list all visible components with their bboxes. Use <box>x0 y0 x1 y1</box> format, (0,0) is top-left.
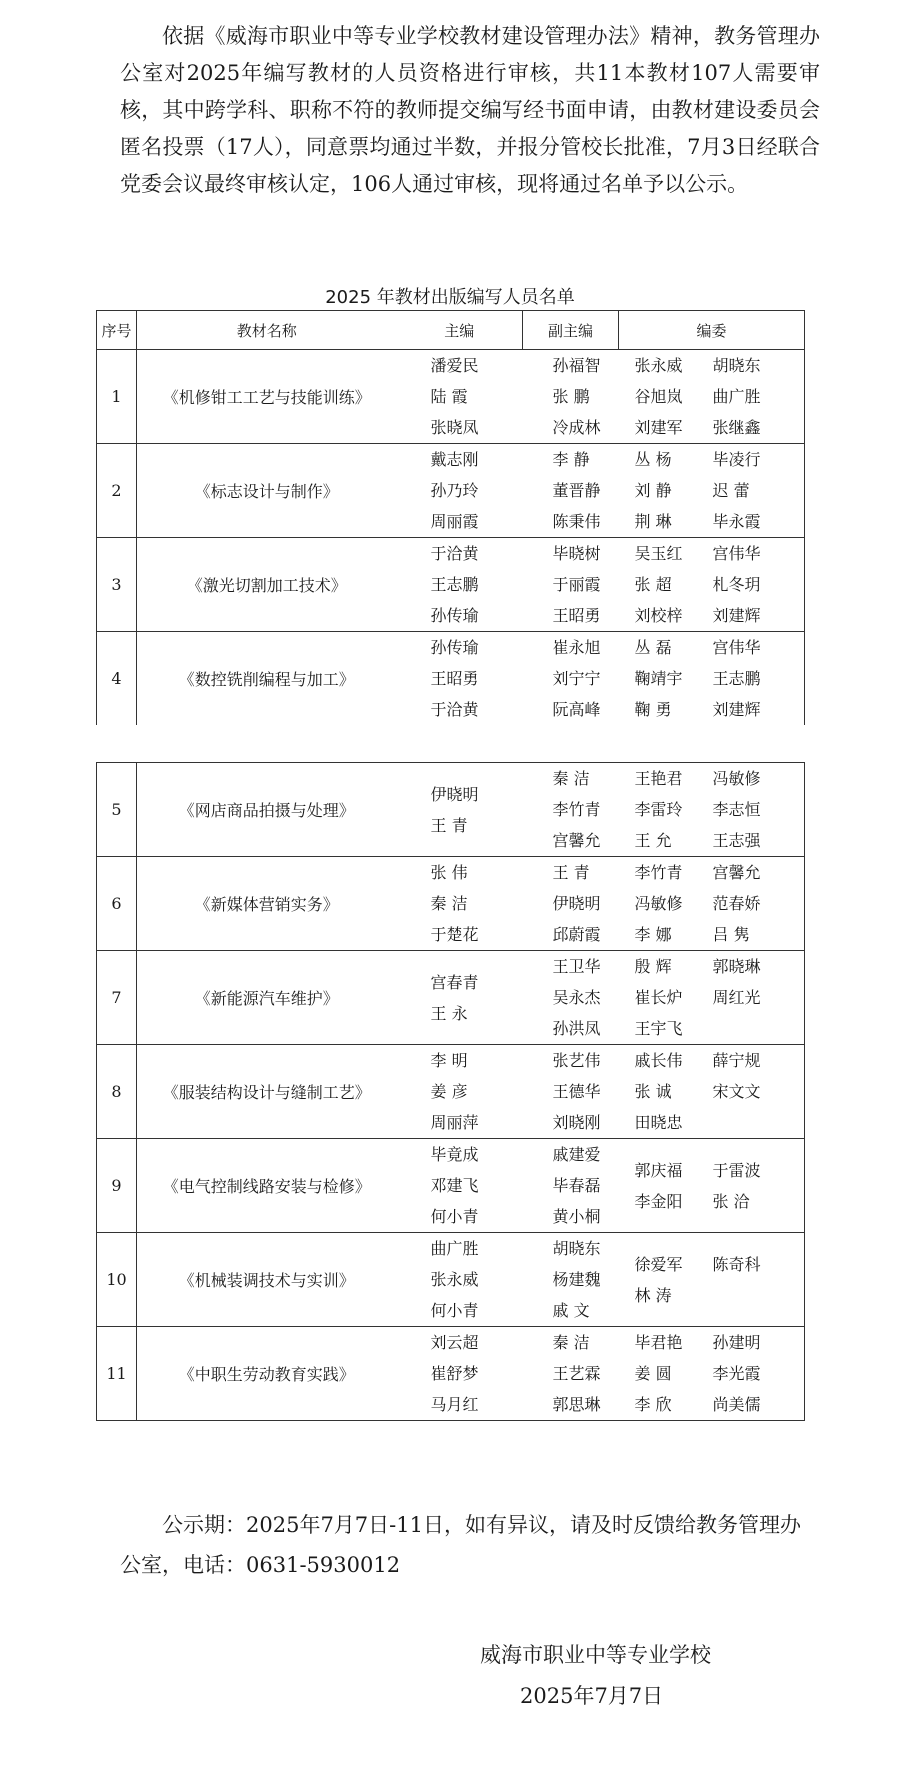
editor-name: 戚长伟 <box>634 1051 683 1070</box>
editor-name: 张继鑫 <box>712 418 761 437</box>
editor-name: 王志鹏 <box>712 669 761 688</box>
editor-name: 张 洽 <box>712 1191 750 1211</box>
deputy-name: 秦 洁 <box>552 1333 590 1352</box>
deputy-name-list <box>523 951 619 1044</box>
editor-name: 王 允 <box>634 831 672 850</box>
committee-editors <box>619 1233 805 1327</box>
editor-name: 李志恒 <box>712 800 761 819</box>
editor-name: 刘建辉 <box>712 606 761 625</box>
editor-name-list <box>619 632 805 725</box>
deputy-name: 冷成林 <box>552 418 601 437</box>
deputy-name: 杨建魏 <box>552 1270 601 1289</box>
table-row <box>97 538 805 632</box>
editor-name-list <box>619 444 805 537</box>
chief-name: 王 青 <box>430 815 468 835</box>
editor-name-list <box>619 1045 805 1138</box>
deputy-name: 李竹青 <box>552 800 601 819</box>
row-number: 10 <box>97 1233 137 1327</box>
deputy-editors <box>523 951 619 1045</box>
chief-name-list <box>397 1045 523 1138</box>
deputy-editors <box>523 1233 619 1327</box>
editor-name: 宋文文 <box>712 1082 761 1101</box>
editor-name: 宫伟华 <box>712 544 761 563</box>
chief-editors <box>397 951 523 1045</box>
committee-editors <box>619 444 805 538</box>
editor-name: 鞠靖宇 <box>634 669 683 688</box>
deputy-name-list <box>523 1233 619 1326</box>
chief-editors <box>397 538 523 632</box>
editor-name: 吴玉红 <box>634 544 683 563</box>
row-number: 8 <box>97 1045 137 1139</box>
chief-editors <box>397 1327 523 1421</box>
editor-name: 徐爱军 <box>634 1254 683 1274</box>
deputy-name: 李 静 <box>552 450 590 469</box>
editor-name-list <box>619 350 805 443</box>
book-title: 《新媒体营销实务》 <box>137 857 397 951</box>
chief-editors <box>397 1139 523 1233</box>
table-row <box>97 951 805 1045</box>
deputy-editors <box>523 350 619 444</box>
deputy-name-list <box>523 1327 619 1420</box>
row-number: 11 <box>97 1327 137 1421</box>
chief-name: 刘云超 <box>430 1333 479 1352</box>
deputy-editors <box>523 538 619 632</box>
header-chief: 主编 <box>397 311 523 350</box>
chief-name-list <box>397 538 523 631</box>
chief-name: 于洽黄 <box>430 544 479 563</box>
editor-name: 刘建军 <box>634 418 683 437</box>
editor-name: 郭晓琳 <box>712 957 761 976</box>
editor-name: 尚美儒 <box>712 1395 761 1414</box>
intro-text: 依据《威海市职业中等专业学校教材建设管理办法》精神，教务管理办公室对2025年编写教材的人员资格进行审核，共11本教材107人需要审核，其中跨学科、职称不符的教师提交编写经书面申请，由教材建设委员会匿名投票（17人），同意票均通过半数，并报分管校长批准，7月3日经联合党委会议最终审核认定，106人通过审核，现将通过名单予以公示。 <box>120 24 820 196</box>
chief-name-list <box>397 1139 523 1232</box>
committee-editors <box>619 1045 805 1139</box>
editor-name: 吕 隽 <box>712 925 750 944</box>
chief-name: 于楚花 <box>430 925 479 944</box>
editor-name: 范春娇 <box>712 894 761 913</box>
deputy-editors <box>523 1139 619 1233</box>
editor-name-list <box>619 538 805 631</box>
chief-name: 张永威 <box>430 1270 479 1289</box>
editor-name: 张 诚 <box>634 1082 672 1101</box>
deputy-name: 毕春磊 <box>552 1176 601 1195</box>
chief-name-list <box>397 1327 523 1420</box>
deputy-name: 王卫华 <box>552 957 601 976</box>
deputy-name-list <box>523 350 619 443</box>
committee-editors <box>619 763 805 857</box>
editor-name-list <box>619 1249 805 1311</box>
deputy-editors <box>523 1045 619 1139</box>
chief-name: 毕竟成 <box>430 1145 479 1164</box>
deputy-name: 吴永杰 <box>552 988 601 1007</box>
editor-name: 薛宁规 <box>712 1051 761 1070</box>
row-number: 2 <box>97 444 137 538</box>
deputy-name: 张 鹏 <box>552 387 590 406</box>
deputy-name: 董晋静 <box>552 481 601 500</box>
row-number: 6 <box>97 857 137 951</box>
chief-name: 周丽萍 <box>430 1113 479 1132</box>
deputy-name-list <box>523 632 619 725</box>
chief-name: 于洽黄 <box>430 700 479 719</box>
row-number: 7 <box>97 951 137 1045</box>
book-title: 《数控铣削编程与加工》 <box>137 632 397 726</box>
chief-name: 伊晓明 <box>430 784 479 804</box>
roster-table-part-1 <box>96 310 805 725</box>
deputy-name: 秦 洁 <box>552 769 590 788</box>
committee-editors <box>619 951 805 1045</box>
committee-editors <box>619 857 805 951</box>
deputy-name: 王德华 <box>552 1082 601 1101</box>
committee-editors <box>619 350 805 444</box>
editor-name: 札冬玥 <box>712 575 761 594</box>
book-title: 《新能源汽车维护》 <box>137 951 397 1045</box>
editor-name: 周红光 <box>712 988 761 1007</box>
chief-name: 张晓凤 <box>430 418 479 437</box>
deputy-name-list <box>523 763 619 856</box>
editor-name: 陈奇科 <box>712 1254 761 1274</box>
chief-name-list <box>397 967 523 1029</box>
table-row <box>97 1327 805 1421</box>
editor-name-list <box>619 1327 805 1420</box>
editor-name: 孙建明 <box>712 1333 761 1352</box>
editor-name: 李光霞 <box>712 1364 761 1383</box>
chief-name: 周丽霞 <box>430 512 479 531</box>
deputy-name: 王艺霖 <box>552 1364 601 1383</box>
table-header-row <box>97 311 805 350</box>
sign-date: 2025年7月7日 <box>520 1684 664 1708</box>
editor-name: 刘建辉 <box>712 700 761 719</box>
editor-name: 宫馨允 <box>712 863 761 882</box>
table-row <box>97 444 805 538</box>
table-row <box>97 632 805 726</box>
deputy-name: 于丽霞 <box>552 575 601 594</box>
deputy-name: 陈秉伟 <box>552 512 601 531</box>
deputy-name: 胡晓东 <box>552 1239 601 1258</box>
deputy-name: 孙洪凤 <box>552 1019 601 1038</box>
editor-name: 郭庆福 <box>634 1160 683 1180</box>
header-deputy: 副主编 <box>523 311 619 350</box>
editor-name-list <box>619 857 805 950</box>
editor-name: 荆 琳 <box>634 512 672 531</box>
chief-name-list <box>397 444 523 537</box>
deputy-name: 邱蔚霞 <box>552 925 601 944</box>
row-number: 1 <box>97 350 137 444</box>
chief-name: 李 明 <box>430 1051 468 1070</box>
chief-name: 孙传瑜 <box>430 638 479 657</box>
header-editors: 编委 <box>619 311 805 350</box>
editor-name: 丛 杨 <box>634 450 672 469</box>
editor-name: 张永威 <box>634 356 683 375</box>
deputy-name: 刘宁宁 <box>552 669 601 688</box>
notice-period <box>120 1505 820 1585</box>
editor-name: 李 娜 <box>634 925 672 944</box>
book-title: 《机械装调技术与实训》 <box>137 1233 397 1327</box>
editor-name: 曲广胜 <box>712 387 761 406</box>
editor-name: 李雷玲 <box>634 800 683 819</box>
editor-name: 李竹青 <box>634 863 683 882</box>
editor-name: 毕永霞 <box>712 512 761 531</box>
deputy-name: 戚 文 <box>552 1301 590 1320</box>
chief-editors <box>397 1045 523 1139</box>
deputy-name: 崔永旭 <box>552 638 601 657</box>
signature: 威海市职业中等专业学校 <box>480 1643 711 1667</box>
chief-name-list <box>397 779 523 841</box>
chief-editors <box>397 632 523 726</box>
table-row <box>97 350 805 444</box>
deputy-editors <box>523 763 619 857</box>
editor-name: 崔长炉 <box>634 988 683 1007</box>
deputy-name-list <box>523 1045 619 1138</box>
chief-name: 曲广胜 <box>430 1239 479 1258</box>
deputy-editors <box>523 632 619 726</box>
chief-name: 何小青 <box>430 1207 479 1226</box>
book-title: 《网店商品拍摄与处理》 <box>137 763 397 857</box>
chief-name: 宫春青 <box>430 972 479 992</box>
chief-name: 张 伟 <box>430 863 468 882</box>
editor-name: 田晓忠 <box>634 1113 683 1132</box>
deputy-name-list <box>523 444 619 537</box>
chief-name: 崔舒梦 <box>430 1364 479 1383</box>
editor-name: 王志强 <box>712 831 761 850</box>
deputy-name: 伊晓明 <box>552 894 601 913</box>
header-book: 教材名称 <box>137 311 397 350</box>
editor-name: 张 超 <box>634 575 672 594</box>
deputy-name-list <box>523 538 619 631</box>
row-number: 5 <box>97 763 137 857</box>
chief-name: 马月红 <box>430 1395 479 1414</box>
row-number: 9 <box>97 1139 137 1233</box>
table-body-part-2 <box>97 763 805 1421</box>
editor-name-list <box>619 763 805 856</box>
editor-name: 刘校梓 <box>634 606 683 625</box>
intro-paragraph <box>120 18 820 203</box>
chief-name: 陆 霞 <box>430 387 468 406</box>
deputy-name: 王 青 <box>552 863 590 882</box>
book-title: 《中职生劳动教育实践》 <box>137 1327 397 1421</box>
editor-name-list <box>619 1155 805 1217</box>
editor-name: 胡晓东 <box>712 356 761 375</box>
deputy-name: 张艺伟 <box>552 1051 601 1070</box>
chief-editors <box>397 857 523 951</box>
deputy-editors <box>523 444 619 538</box>
deputy-name: 宫馨允 <box>552 831 601 850</box>
chief-editors <box>397 350 523 444</box>
chief-name: 孙传瑜 <box>430 606 479 625</box>
notice-text: 公示期：2025年7月7日-11日，如有异议，请及时反馈给教务管理办公室，电话：0631-5930012 <box>120 1513 801 1577</box>
deputy-name: 阮高峰 <box>552 700 601 719</box>
deputy-name: 郭思琳 <box>552 1395 601 1414</box>
roster-table-part-2 <box>96 762 805 1421</box>
editor-name: 鞠 勇 <box>634 700 672 719</box>
deputy-editors <box>523 857 619 951</box>
editor-name: 丛 磊 <box>634 638 672 657</box>
editor-name: 谷旭岚 <box>634 387 683 406</box>
deputy-name-list <box>523 1139 619 1232</box>
committee-editors <box>619 538 805 632</box>
table-row <box>97 857 805 951</box>
table-body-part-1 <box>97 350 805 726</box>
deputy-name: 孙福智 <box>552 356 601 375</box>
chief-editors <box>397 1233 523 1327</box>
editor-name: 于雷波 <box>712 1160 761 1180</box>
table-title: 2025 年教材出版编写人员名单 <box>325 287 575 308</box>
chief-name: 戴志刚 <box>430 450 479 469</box>
chief-name-list <box>397 350 523 443</box>
editor-name: 王艳君 <box>634 769 683 788</box>
editor-name: 王宇飞 <box>634 1019 683 1038</box>
book-title: 《机修钳工工艺与技能训练》 <box>137 350 397 444</box>
deputy-editors <box>523 1327 619 1421</box>
deputy-name: 刘晓刚 <box>552 1113 601 1132</box>
committee-editors <box>619 1139 805 1233</box>
deputy-name-list <box>523 857 619 950</box>
editor-name-list <box>619 951 805 1044</box>
chief-name: 姜 彦 <box>430 1082 468 1101</box>
book-title: 《电气控制线路安装与检修》 <box>137 1139 397 1233</box>
editor-name: 李金阳 <box>634 1191 683 1211</box>
chief-name: 王 永 <box>430 1003 468 1023</box>
chief-name-list <box>397 632 523 725</box>
editor-name: 迟 蕾 <box>712 481 750 500</box>
row-number: 4 <box>97 632 137 726</box>
book-title: 《服装结构设计与缝制工艺》 <box>137 1045 397 1139</box>
book-title: 《激光切割加工技术》 <box>137 538 397 632</box>
chief-editors <box>397 444 523 538</box>
editor-name: 李 欣 <box>634 1395 672 1414</box>
editor-name: 刘 静 <box>634 481 672 500</box>
table-row <box>97 1139 805 1233</box>
chief-name: 潘爱民 <box>430 356 479 375</box>
committee-editors <box>619 1327 805 1421</box>
deputy-name: 黄小桐 <box>552 1207 601 1226</box>
chief-name-list <box>397 857 523 950</box>
chief-name: 何小青 <box>430 1301 479 1320</box>
chief-name: 邓建飞 <box>430 1176 479 1195</box>
editor-name: 冯敏修 <box>712 769 761 788</box>
editor-name: 殷 辉 <box>634 957 672 976</box>
editor-name: 毕凌行 <box>712 450 761 469</box>
header-seq: 序号 <box>97 311 137 350</box>
chief-editors <box>397 763 523 857</box>
chief-name: 孙乃玲 <box>430 481 479 500</box>
editor-name: 宫伟华 <box>712 638 761 657</box>
chief-name: 王昭勇 <box>430 669 479 688</box>
deputy-name: 毕晓树 <box>552 544 601 563</box>
committee-editors <box>619 632 805 726</box>
deputy-name: 戚建爱 <box>552 1145 601 1164</box>
chief-name-list <box>397 1233 523 1326</box>
row-number: 3 <box>97 538 137 632</box>
chief-name: 王志鹏 <box>430 575 479 594</box>
book-title: 《标志设计与制作》 <box>137 444 397 538</box>
editor-name: 林 涛 <box>634 1285 672 1305</box>
editor-name: 姜 圆 <box>634 1364 672 1383</box>
chief-name: 秦 洁 <box>430 894 468 913</box>
table-row <box>97 763 805 857</box>
deputy-name: 王昭勇 <box>552 606 601 625</box>
table-row <box>97 1045 805 1139</box>
table-row <box>97 1233 805 1327</box>
editor-name: 冯敏修 <box>634 894 683 913</box>
editor-name: 毕君艳 <box>634 1333 683 1352</box>
